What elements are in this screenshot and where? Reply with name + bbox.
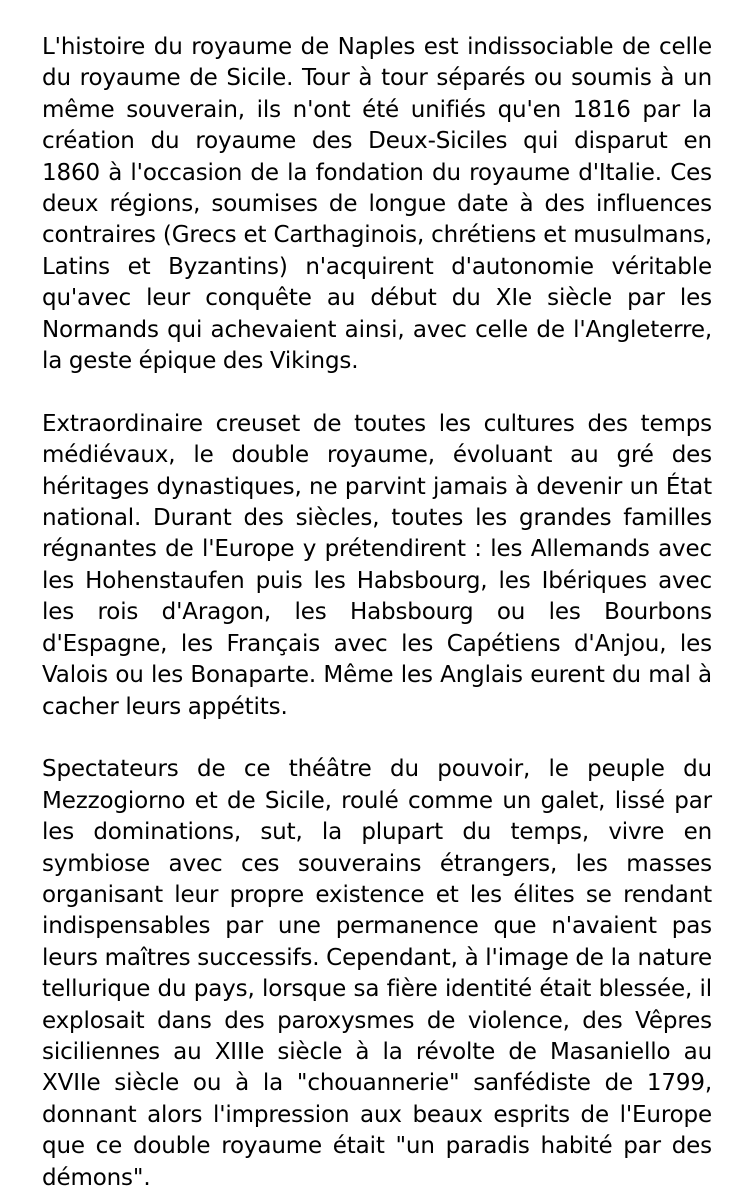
paragraph-3: Spectateurs de ce théâtre du pouvoir, le peuple du Mezzogiorno et de Sicile, roulé comme un galet, lissé par les dominations, sut, la plupart du temps, vivre en symbiose avec ces souverains étrangers, les masses organisant leur propre existence et les élites se rendant indispensables par une permanence que n'avaient pas leurs maîtres successifs. Cependant, à l'image de la nature tellurique du pays, lorsque sa fière identité était blessée, il explosait dans des paroxysmes de violence, des Vêpres siciliennes au XIIIe siècle à la révolte de Masaniello au XVIIe siècle ou à la "chouannerie" sanfédiste de 1799, donnant alors l'impression aux beaux esprits de l'Europe que ce double royaume était "un paradis habité par des démons". [42,756,712,1191]
document-page [42,32,712,1194]
paragraph-2: Extraordinaire creuset de toutes les cultures des temps médiévaux, le double royaume, évoluant au gré des héritages dynastiques, ne parvint jamais à devenir un État national. Durant des siècles, toutes les grandes familles régnantes de l'Europe y prétendirent : les Allemands avec les Hohenstaufen puis les Habsbourg, les Ibériques avec les rois d'Aragon, les Habsbourg ou les Bourbons d'Espagne, les Français avec les Capétiens d'Anjou, les Valois ou les Bonaparte. Même les Anglais eurent du mal à cacher leurs appétits. [42,410,712,720]
paragraph-1: L'histoire du royaume de Naples est indissociable de celle du royaume de Sicile. Tour à tour séparés ou soumis à un même souverain, ils n'ont été unifiés qu'en 1816 par la création du royaume des Deux-Siciles qui disparut en 1860 à l'occasion de la fondation du royaume d'Italie. Ces deux régions, soumises de longue date à des influences contraires (Grecs et Carthaginois, chrétiens et musulmans, Latins et Byzantins) n'acquirent d'autonomie véritable qu'avec leur conquête au début du XIe siècle par les Normands qui achevaient ainsi, avec celle de l'Angleterre, la geste épique des Vikings. [42,34,712,375]
